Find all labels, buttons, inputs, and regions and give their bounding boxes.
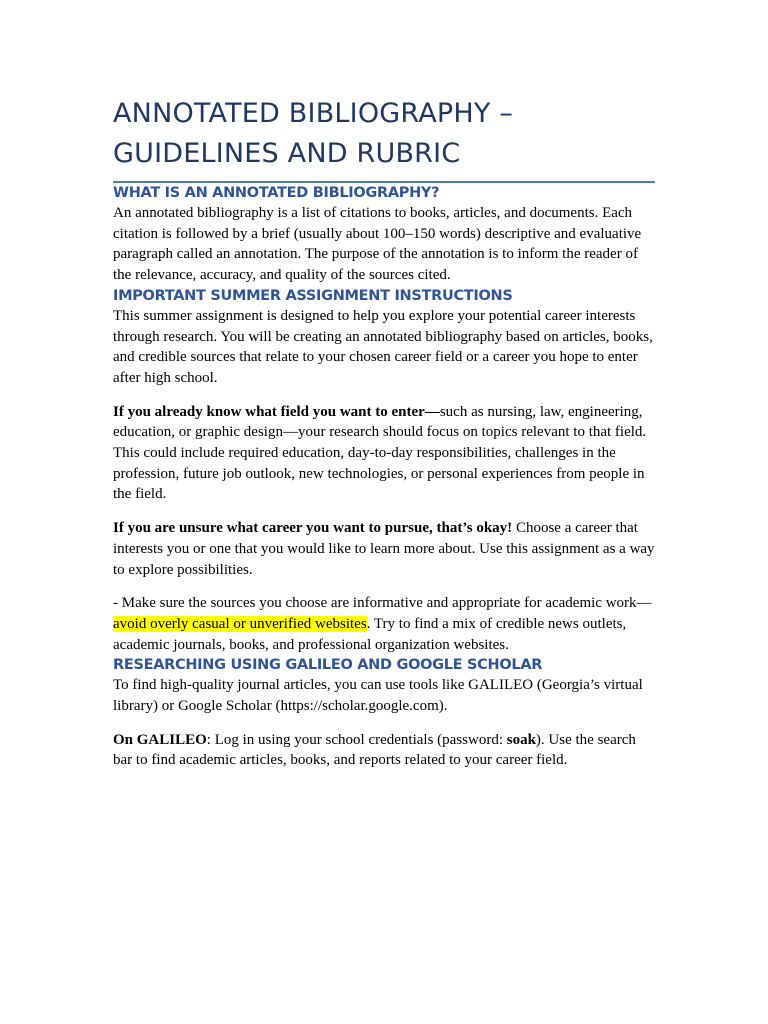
paragraph-definition: An annotated bibliography is a list of citations to books, articles, and documents. Each citation is followed by a brief (usually about 100–150 words) descriptive and evaluative paragraph called an annotation. The purpose of the annotation is to inform the reader of the relevance, accuracy, and quality of the sources cited. bbox=[113, 205, 642, 284]
document-title-line-1: ANNOTATED BIBLIOGRAPHY – bbox=[113, 98, 514, 129]
section-what-is bbox=[113, 183, 655, 286]
section-summer-instructions bbox=[113, 286, 655, 656]
highlighted-text: avoid overly casual or unverified websites bbox=[113, 615, 367, 632]
bold-lead-galileo: On GALILEO bbox=[113, 731, 207, 748]
paragraph-source-guidance-start: - Make sure the sources you choose are informative and appropriate for academic work— bbox=[113, 595, 652, 612]
paragraph-unsure-field bbox=[113, 518, 655, 580]
section-heading-what-is: WHAT IS AN ANNOTATED BIBLIOGRAPHY? bbox=[113, 185, 440, 201]
paragraph-galileo-end: ). Use the search bar to find academic articles, books, and reports related to your career field. bbox=[113, 731, 636, 769]
section-heading-researching: RESEARCHING USING GALILEO AND GOOGLE SCHOLAR bbox=[113, 657, 543, 674]
section-researching bbox=[113, 655, 655, 771]
paragraph-galileo-mid: : Log in using your school credentials (password: bbox=[206, 731, 507, 748]
section-heading-summer-instructions: IMPORTANT SUMMER ASSIGNMENT INSTRUCTIONS bbox=[113, 287, 513, 304]
paragraph-research-tools: To find high-quality journal articles, you can use tools like GALILEO (Georgia’s virtual library) or Google Scholar (https://scholar.google.com). bbox=[113, 677, 643, 715]
document-title-line-2: GUIDELINES AND RUBRIC bbox=[113, 138, 461, 169]
document-title bbox=[113, 94, 655, 183]
bold-password: soak bbox=[506, 731, 536, 748]
paragraph-known-field-text: such as nursing, law, engineering, education, or graphic design—your research should focus on topics relevant to that field. This could include required education, day-to-day responsibilities, challenges in the profession, future job outlook, new technologies, or personal experiences from people in the field. bbox=[113, 403, 647, 503]
document-page bbox=[113, 94, 655, 771]
bold-lead-known-field: If you already know what field you want to enter— bbox=[113, 403, 440, 420]
paragraph-known-field bbox=[113, 402, 655, 506]
paragraph-source-guidance-end: . Try to find a mix of credible news outlets, academic journals, books, and professional organization websites. bbox=[113, 615, 627, 653]
paragraph-assignment-intro: This summer assignment is designed to help you explore your potential career interests through research. You will be creating an annotated bibliography based on articles, books, and credible sources that relate to your chosen career field or a career you hope to enter after high school. bbox=[113, 307, 653, 386]
paragraph-unsure-field-text: Choose a career that interests you or one that you would like to learn more about. Use this assignment as a way to explore possibilities. bbox=[113, 520, 655, 578]
paragraph-source-guidance bbox=[113, 593, 655, 655]
paragraph-galileo bbox=[113, 730, 655, 771]
bold-lead-unsure-field: If you are unsure what career you want to pursue, that’s okay! bbox=[113, 520, 513, 537]
